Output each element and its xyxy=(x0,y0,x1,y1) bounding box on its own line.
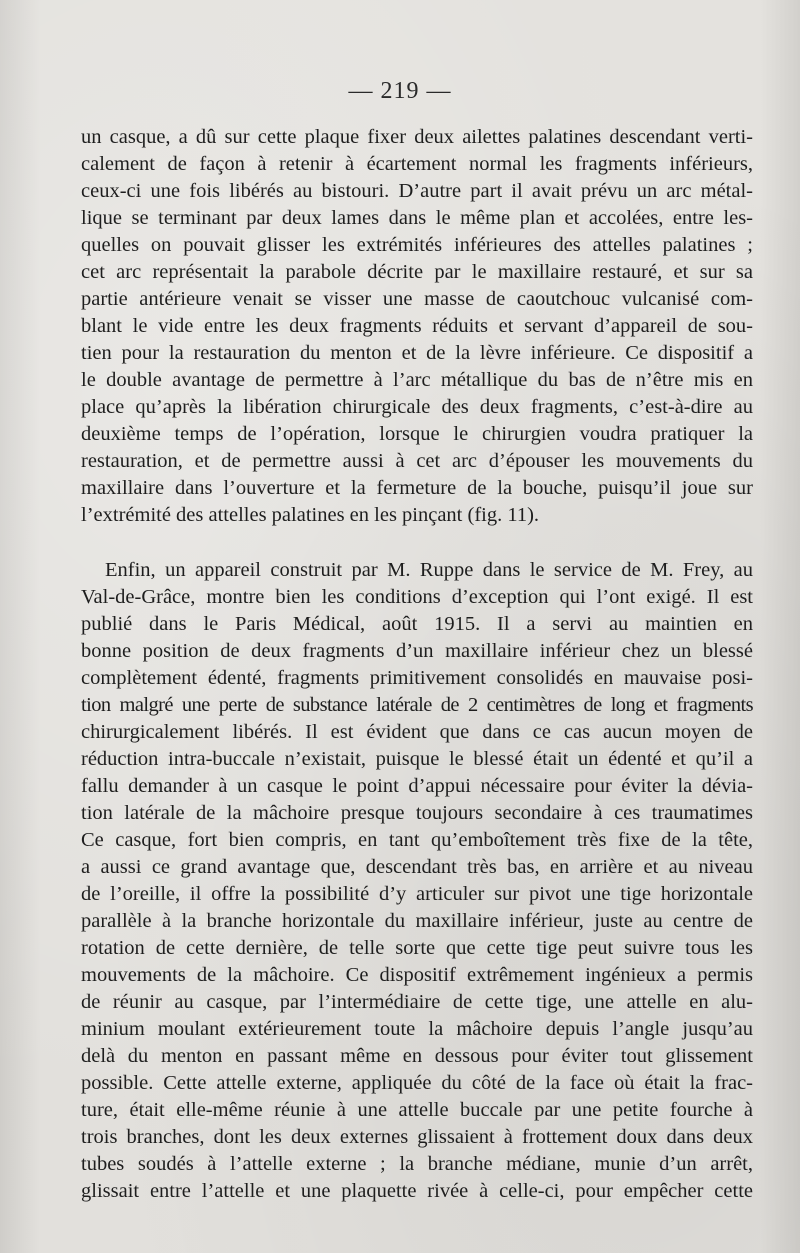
text-line: tion malgré une perte de substance latérale de 2 centimètres de long et fragments xyxy=(81,694,753,716)
text-line: partie antérieure venait se visser une masse de caoutchouc vulcanisé com- xyxy=(81,288,753,310)
text-line: bonne position de deux fragments d’un maxillaire inférieur chez un blessé xyxy=(81,640,753,662)
text-line: lique se terminant par deux lames dans le même plan et accolées, entre les- xyxy=(81,207,753,229)
text-line: rotation de cette dernière, de telle sorte que cette tige peut suivre tous les xyxy=(81,937,753,959)
text-line: trois branches, dont les deux externes glissaient à frottement doux dans deux xyxy=(81,1126,753,1148)
text-line: Enfin, un appareil construit par M. Ruppe dans le service de M. Frey, au xyxy=(105,559,753,581)
text-line: le double avantage de permettre à l’arc métallique du bas de n’être mis en xyxy=(81,369,753,391)
text-line: glissait entre l’attelle et une plaquette rivée à celle-ci, pour empêcher cette xyxy=(81,1180,753,1202)
text-line: tien pour la restauration du menton et de la lèvre inférieure. Ce dispositif a xyxy=(81,342,753,364)
text-line: minium moulant extérieurement toute la mâchoire depuis l’angle jusqu’au xyxy=(81,1018,753,1040)
text-line: calement de façon à retenir à écartement normal les fragments inférieurs, xyxy=(81,153,753,175)
text-line: de réunir au casque, par l’intermédiaire de cette tige, une attelle en alu- xyxy=(81,991,753,1013)
text-line: tion latérale de la mâchoire presque toujours secondaire à ces traumatimes xyxy=(81,802,753,824)
text-line: maxillaire dans l’ouverture et la fermeture de la bouche, puisqu’il joue sur xyxy=(81,477,753,499)
text-line: ture, était elle-même réunie à une attelle buccale par une petite fourche à xyxy=(81,1099,753,1121)
text-line: deuxième temps de l’opération, lorsque le chirurgien voudra pratiquer la xyxy=(81,423,753,445)
text-line: blant le vide entre les deux fragments réduits et servant d’appareil de sou- xyxy=(81,315,753,337)
text-line: restauration, et de permettre aussi à cet arc d’épouser les mouvements du xyxy=(81,450,753,472)
text-line: Val-de-Grâce, montre bien les conditions d’exception qui l’ont exigé. Il est xyxy=(81,586,753,608)
text-line: l’extrémité des attelles palatines en les pinçant (fig. 11). xyxy=(81,504,540,526)
text-line: mouvements de la mâchoire. Ce dispositif extrêmement ingénieux a permis xyxy=(81,964,753,986)
text-line: ceux-ci une fois libérés au bistouri. D’autre part il avait prévu un arc métal- xyxy=(81,180,753,202)
text-line: delà du menton en passant même en dessous pour éviter tout glissement xyxy=(81,1045,753,1067)
text-line: a aussi ce grand avantage que, descendant très bas, en arrière et au niveau xyxy=(81,856,753,878)
text-line: tubes soudés à l’attelle externe ; la branche médiane, munie d’un arrêt, xyxy=(81,1153,753,1175)
text-line: parallèle à la branche horizontale du maxillaire inférieur, juste au centre de xyxy=(81,910,753,932)
text-line: de l’oreille, il offre la possibilité d’y articuler sur pivot une tige horizontale xyxy=(81,883,753,905)
text-line: un casque, a dû sur cette plaque fixer deux ailettes palatines descendant verti- xyxy=(81,126,753,148)
text-line: possible. Cette attelle externe, appliquée du côté de la face où était la frac- xyxy=(81,1072,753,1094)
text-line: réduction intra-buccale n’existait, puisque le blessé était un édenté et qu’il a xyxy=(81,748,753,770)
text-line: chirurgicalement libérés. Il est évident que dans ce cas aucun moyen de xyxy=(81,721,753,743)
text-line: cet arc représentait la parabole décrite par le maxillaire restauré, et sur sa xyxy=(81,261,753,283)
page-number: — 219 — xyxy=(348,78,452,104)
text-line: publié dans le Paris Médical, août 1915. Il a servi au maintien en xyxy=(81,613,753,635)
text-line: place qu’après la libération chirurgicale des deux fragments, c’est-à-dire au xyxy=(81,396,753,418)
text-line: fallu demander à un casque le point d’appui nécessaire pour éviter la dévia- xyxy=(81,775,753,797)
text-line: quelles on pouvait glisser les extrémités inférieures des attelles palatines ; xyxy=(81,234,753,256)
text-line: complètement édenté, fragments primitivement consolidés en mauvaise posi- xyxy=(81,667,753,689)
text-line: Ce casque, fort bien compris, en tant qu’emboîtement très fixe de la tête, xyxy=(81,829,753,851)
